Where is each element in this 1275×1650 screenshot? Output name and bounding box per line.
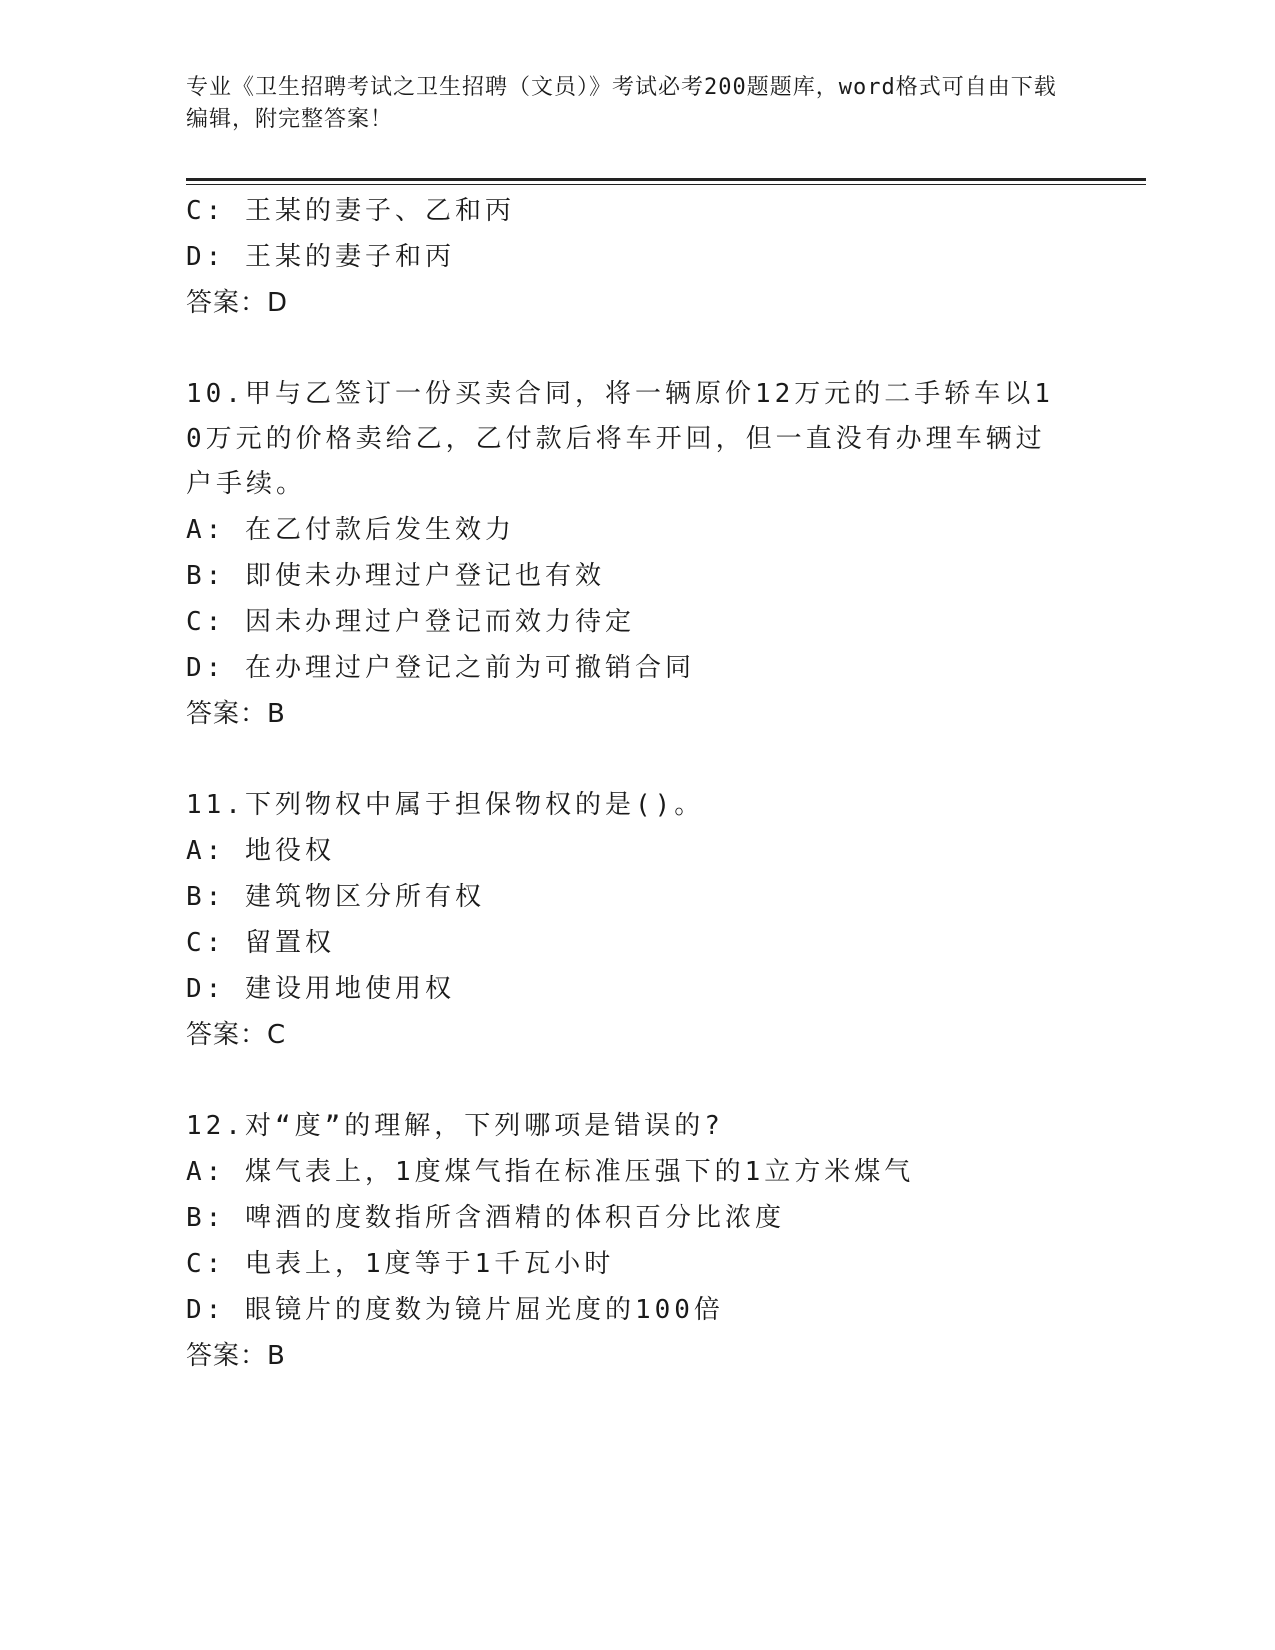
option-d: D: 王某的妻子和丙 [186, 242, 455, 272]
question-stem: 11.下列物权中属于担保物权的是()。 [186, 790, 705, 820]
question-stem: 12.对“度”的理解，下列哪项是错误的? [186, 1111, 724, 1141]
option-a: A: 地役权 [186, 836, 335, 866]
spacer [186, 326, 1086, 372]
question-stem: 10.甲与乙签订一份买卖合同，将一辆原价12万元的二手轿车以10万元的价格卖给乙，乙付款后将车开回，但一直没有办理车辆过户手续。 [186, 379, 1054, 499]
question-10 [186, 372, 1086, 737]
option-b: B: 即使未办理过户登记也有效 [186, 561, 605, 591]
answer: 答案：C [186, 1020, 287, 1050]
option-b: B: 啤酒的度数指所含酒精的体积百分比浓度 [186, 1203, 785, 1233]
option-c: C: 王某的妻子、乙和丙 [186, 196, 515, 226]
document-body [186, 188, 1086, 1379]
option-d: D: 在办理过户登记之前为可撤销合同 [186, 653, 695, 683]
option-c: C: 留置权 [186, 928, 335, 958]
option-c: C: 电表上，1度等于1千瓦小时 [186, 1249, 615, 1279]
answer: 答案：B [186, 699, 286, 729]
spacer [186, 737, 1086, 783]
option-c: C: 因未办理过户登记而效力待定 [186, 607, 635, 637]
option-d: D: 建设用地使用权 [186, 974, 455, 1004]
option-d: D: 眼镜片的度数为镜片屈光度的100倍 [186, 1295, 724, 1325]
spacer [186, 1058, 1086, 1104]
question-9-continued [186, 188, 1086, 326]
question-11 [186, 783, 1086, 1058]
option-b: B: 建筑物区分所有权 [186, 882, 485, 912]
header-rule-thick [186, 178, 1146, 181]
question-12 [186, 1104, 1086, 1379]
answer: 答案：D [186, 288, 289, 318]
document-header: 专业《卫生招聘考试之卫生招聘（文员）》考试必考200题题库，word格式可自由下载编辑，附完整答案！ [186, 75, 1057, 132]
answer: 答案：B [186, 1341, 286, 1371]
option-a: A: 煤气表上，1度煤气指在标准压强下的1立方米煤气 [186, 1157, 915, 1187]
header-rule-thin [186, 184, 1146, 185]
option-a: A: 在乙付款后发生效力 [186, 515, 515, 545]
